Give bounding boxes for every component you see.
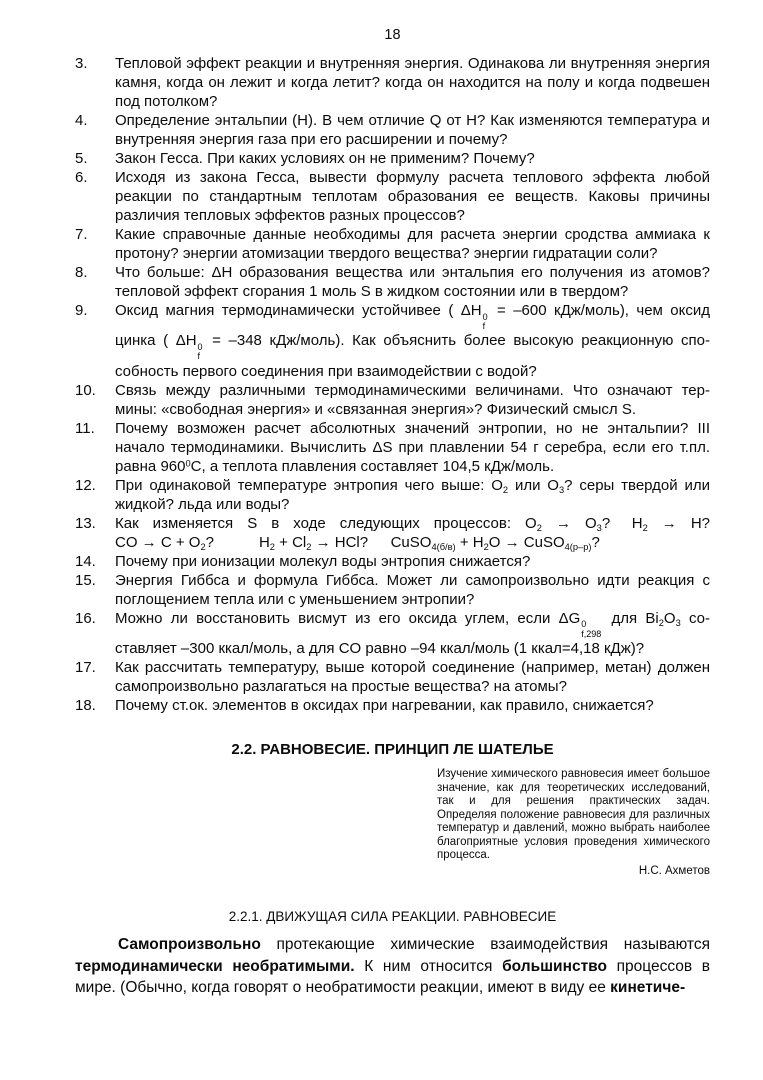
question-number: 7. (75, 226, 88, 243)
question-number: 10. (75, 381, 96, 399)
question-item (75, 225, 710, 263)
question-item (75, 54, 710, 111)
question-text: Почему ст.ок. элементов в оксидах при нагревании, как правило, снижается? (115, 697, 654, 715)
question-item (75, 658, 710, 696)
question-item (75, 419, 710, 476)
question-item (75, 149, 710, 168)
section-title: 2.2. РАВНОВЕСИЕ. ПРИНЦИП ЛЕ ШАТЕЛЬЕ (231, 741, 554, 759)
question-text: Почему при ионизации молекул воды энтропия снижается? (115, 552, 531, 570)
question-item (75, 381, 710, 419)
epigraph (437, 768, 710, 878)
page-number: 18 (384, 27, 401, 43)
question-item (75, 263, 710, 301)
question-number: 11. (75, 419, 95, 437)
question-number: 5. (75, 150, 88, 167)
question-text: Связь между различными термодинамическими величинами. Что означают термины: «свободная энергия» и «связанная энергия»? Физический смысл S. (115, 381, 710, 418)
question-list (75, 54, 710, 715)
question-text: Закон Гесса. При каких условиях он не применим? Почему? (115, 150, 535, 167)
question-number: 3. (75, 55, 88, 72)
question-number: 17. (75, 659, 96, 677)
question-text: При одинаковой температуре энтропия чего выше: $O_2$ или $O_3$? серы твердой или жидкой? льда или воды? (115, 476, 711, 513)
question-text: Что больше: ΔH образования вещества или энтальпия его получения из атомов? тепловой эффект сгорания 1 моль S в жидком состоянии или в твердом? (115, 264, 710, 300)
question-text: Как изменяется S в ходе следующих процессов: $O_2 \to O_3$? $H_2 \to H$? CO → $C + O_2$? $H_2 + Cl_2$ → HCl? CuSO$_{4(б/в)}$ + $H_2O$ → CuSO$_{4(р-р)}$? (115, 514, 710, 552)
intro-paragraph: Самопроизвольно протекающие химические взаимодействия называются термодинамически необратимыми. К ним относится большинство процессов в мире. (Обычно, когда говорят о необратимости реакции, имеют в виду ее кинетиче- (75, 936, 710, 997)
question-item (75, 514, 710, 552)
question-text: Как рассчитать температуру, выше которой соединение (например, метан) должен самопроизвольно разлагаться на простые вещества? на атомы? (115, 659, 710, 696)
question-number: 18. (75, 697, 96, 715)
question-item (75, 552, 710, 571)
question-text: Энергия Гиббса и формула Гиббса. Может ли самопроизвольно идти реакция с поглощением тепла или с уменьшением энтропии? (115, 571, 710, 608)
question-number: 14. (75, 552, 96, 570)
question-number: 6. (75, 169, 88, 186)
question-item (75, 111, 710, 149)
question-text: Тепловой эффект реакции и внутренняя энергия. Одинакова ли внутренняя энергия камня, когда он лежит и когда летит? когда он находится на полу и когда подвешен под потолком? (115, 55, 710, 110)
question-number: 13. (75, 514, 96, 532)
question-text: Оксид магния термодинамически устойчивее ( ΔH 0 f = –600 кДж/моль), чем оксид цинка ( ΔH 0 f = –348 кДж/моль). Как объяснить более высокую реакционную способность первого соединения при взаимодействии с водой? (115, 302, 710, 380)
question-item (75, 609, 710, 658)
question-number: 8. (75, 264, 88, 281)
question-number: 9. (75, 302, 88, 319)
question-text: Можно ли восстановить висмут из его оксида углем, если ΔG 0 f,298 для $Bi_2O_3$ составляет –300 ккал/моль, а для CO равно –94 ккал/моль (1 ккал=4,18 кДж)? (115, 609, 710, 658)
subsection-title: 2.2.1. ДВИЖУЩАЯ СИЛА РЕАКЦИИ. РАВНОВЕСИЕ (228, 909, 557, 925)
question-item (75, 168, 710, 225)
question-item (75, 301, 710, 381)
question-number: 12. (75, 476, 96, 494)
question-item (75, 696, 710, 715)
question-text: Исходя из закона Гесса, вывести формулу расчета теплового эффекта любой реакции по стандартным теплотам образования ее веществ. Каковы причины различия тепловых эффектов разных процессов? (115, 169, 710, 224)
question-item (75, 476, 710, 514)
question-number: 15. (75, 571, 96, 589)
question-number: 4. (75, 112, 88, 129)
question-text: Определение энтальпии (H). В чем отличие Q от H? Как изменяются температура и внутренняя энергия газа при его расширении и почему? (115, 112, 710, 148)
question-number: 16. (75, 609, 96, 627)
epigraph-text: Изучение химического равновесия имеет большое значение, как для теоретических исследований, так и для решения практических задач. Определяя положение равновесия для различных температур и давлений, можно выбрать наиболее благоприятные условия проведения химического процесса. (437, 768, 710, 862)
question-text: Какие справочные данные необходимы для расчета энергии сродства аммиака к протону? энергии атомизации твердого вещества? энергии гидратации соли? (115, 226, 710, 262)
question-text: Почему возможен расчет абсолютных значений энтропии, но не энтальпии? III начало термодинамики. Вычислить ΔS при плавлении 54 г серебра, если его т.пл. равна $960^0С$, а теплота плавления составляет 104,5 кДж/моль. (115, 419, 710, 475)
epigraph-author: Н.С. Ахметов (638, 864, 710, 877)
question-item (75, 571, 710, 609)
